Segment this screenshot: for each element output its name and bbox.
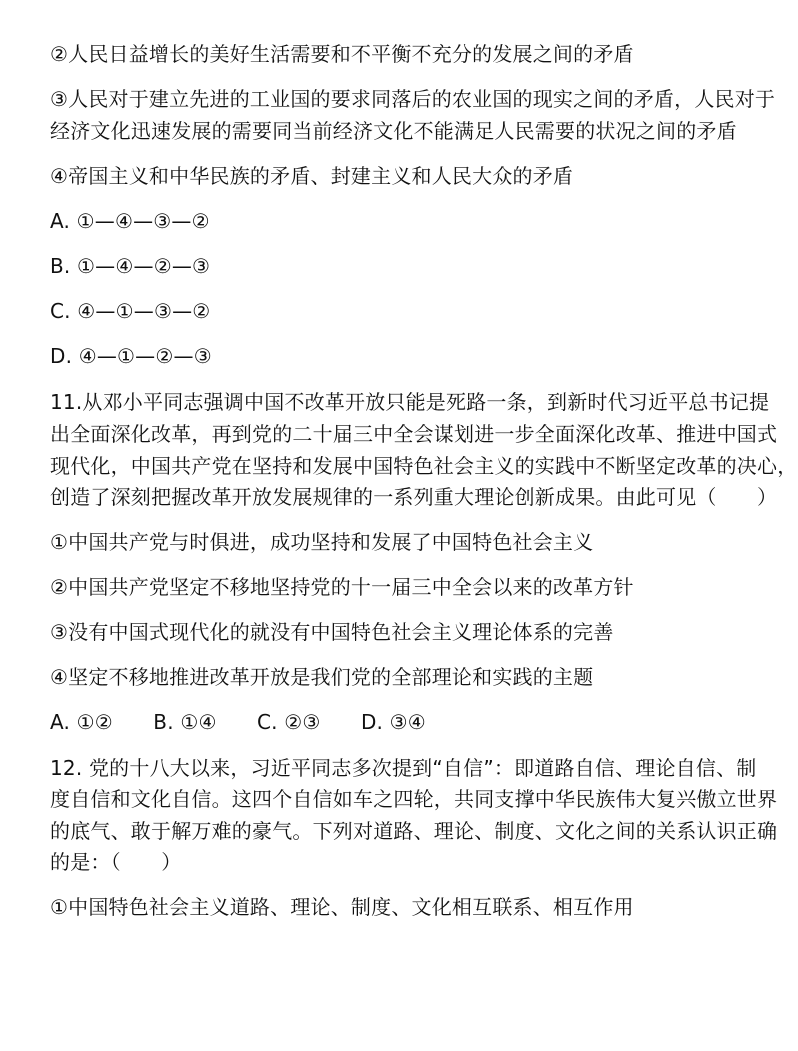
q11-stem-line-2: 出全面深化改革，再到党的二十届三中全会谋划进一步全面深化改革、推进中国式 (50, 422, 778, 446)
q10-option-3-line-2: 经济文化迅速发展的需要同当前经济文化不能满足人民需要的状况之间的矛盾 (50, 119, 737, 143)
q11-stem-line-3: 现代化，中国共产党在坚持和发展中国特色社会主义的实践中不断坚定改革的决心， (50, 454, 798, 478)
q11-option-1: ①中国共产党与时俱进，成功坚持和发展了中国特色社会主义 (50, 530, 594, 554)
q11-stem-line-4: 创造了深刻把握改革开放发展规律的一系列重大理论创新成果。由此可见（ ） (50, 485, 778, 509)
q12-stem-line-4: 的是：（ ） (50, 850, 182, 874)
q11-choices: A. ①② B. ①④ C. ②③ D. ③④ (50, 710, 426, 734)
q11-option-3: ③没有中国式现代化的就没有中国特色社会主义理论体系的完善 (50, 620, 614, 644)
q10-option-4: ④帝国主义和中华民族的矛盾、封建主义和人民大众的矛盾 (50, 164, 574, 188)
q10-option-3-line-1: ③人民对于建立先进的工业国的要求同落后的农业国的现实之间的矛盾，人民对于 (50, 87, 776, 111)
q10-choice-b: B. ①—④—②—③ (50, 254, 211, 278)
q10-choice-d: D. ④—①—②—③ (50, 344, 212, 368)
q12-stem-line-3: 的底气、敢于解万难的豪气。下列对道路、理论、制度、文化之间的关系认识正确 (50, 819, 778, 843)
q11-stem-line-1: 11.从邓小平同志强调中国不改革开放只能是死路一条，到新时代习近平总书记提 (50, 390, 770, 414)
q10-option-2: ②人民日益增长的美好生活需要和不平衡不充分的发展之间的矛盾 (50, 42, 634, 66)
q11-option-2: ②中国共产党坚定不移地坚持党的十一届三中全会以来的改革方针 (50, 575, 634, 599)
q12-option-1: ①中国特色社会主义道路、理论、制度、文化相互联系、相互作用 (50, 895, 634, 919)
q12-stem-line-2: 度自信和文化自信。这四个自信如车之四轮，共同支撑中华民族伟大复兴傲立世界 (50, 787, 778, 811)
q10-choice-a: A. ①—④—③—② (50, 209, 210, 233)
q10-choice-c: C. ④—①—③—② (50, 299, 211, 323)
q11-option-4: ④坚定不移地推进改革开放是我们党的全部理论和实践的主题 (50, 665, 594, 689)
q12-stem-line-1: 12. 党的十八大以来，习近平同志多次提到“自信”：即道路自信、理论自信、制 (50, 756, 757, 780)
